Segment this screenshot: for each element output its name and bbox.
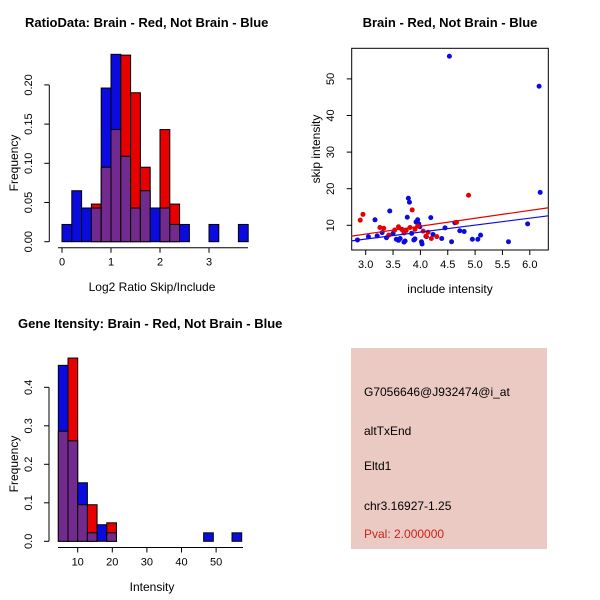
x-tick-label: 5.5 bbox=[494, 259, 511, 271]
hist-bar bbox=[82, 208, 92, 242]
hist-bar-overlap bbox=[140, 191, 150, 242]
scatter-point-not-brain bbox=[506, 239, 511, 244]
scatter-point-not-brain bbox=[457, 228, 462, 233]
y-tick-label: 40 bbox=[325, 109, 337, 122]
hist-bar-overlap bbox=[87, 533, 97, 541]
y-tick-label: 10 bbox=[325, 219, 337, 232]
y-tick-label: 0.20 bbox=[23, 74, 35, 96]
x-tick-label: 4.5 bbox=[440, 259, 456, 271]
scatter-point-not-brain bbox=[470, 237, 475, 242]
hist-bar-overlap bbox=[121, 156, 131, 241]
ratio-hist-title: RatioData: Brain - Red, Not Brain - Blue bbox=[25, 15, 269, 30]
hist-bar bbox=[209, 224, 219, 241]
hist-bar bbox=[232, 533, 242, 541]
scatter-point-brain bbox=[429, 236, 434, 241]
hist-bar-overlap bbox=[68, 441, 78, 541]
scatter-point-not-brain bbox=[387, 209, 392, 214]
x-tick-label: 5.0 bbox=[467, 259, 483, 271]
scatter-point-brain bbox=[381, 226, 386, 231]
scatter-point-not-brain bbox=[398, 236, 403, 241]
y-tick-label: 0.05 bbox=[23, 191, 35, 214]
x-tick-label: 0 bbox=[58, 256, 66, 269]
y-tick-label: 0.10 bbox=[23, 152, 35, 175]
hist-bar-overlap bbox=[160, 208, 170, 242]
x-tick-label: 2 bbox=[156, 256, 164, 269]
x-tick-label: 6.0 bbox=[522, 259, 538, 271]
hist-bar-overlap bbox=[58, 431, 68, 541]
x-tick-label: 4.0 bbox=[412, 259, 429, 271]
hist-bar-overlap bbox=[170, 224, 180, 241]
gene-hist-title: Gene Itensity: Brain - Red, Not Brain - Blue bbox=[18, 316, 283, 331]
x-tick-label: 3.5 bbox=[385, 259, 401, 271]
scatter-point-not-brain bbox=[407, 200, 412, 205]
scatter-point-brain bbox=[466, 193, 471, 198]
x-tick-label: 3 bbox=[205, 256, 213, 269]
x-tick-label: 40 bbox=[175, 556, 188, 569]
y-tick-label: 0.0 bbox=[23, 533, 35, 549]
scatter-point-not-brain bbox=[372, 217, 377, 222]
hist-bar bbox=[180, 224, 190, 241]
scatter-point-not-brain bbox=[447, 54, 452, 59]
x-tick-label: 1 bbox=[107, 256, 115, 269]
hist-bar bbox=[62, 224, 72, 241]
ratio-hist-ylabel: Frequency bbox=[7, 134, 21, 192]
x-tick-label: 30 bbox=[140, 556, 154, 569]
hist-bar-overlap bbox=[91, 208, 101, 242]
hist-bar bbox=[238, 224, 248, 241]
x-tick-label: 3.0 bbox=[358, 259, 374, 271]
scatter-point-not-brain bbox=[537, 84, 542, 89]
scatter-point-not-brain bbox=[449, 239, 454, 244]
scatter-point-not-brain bbox=[462, 229, 467, 234]
scatter-point-not-brain bbox=[412, 236, 417, 241]
x-tick-label: 50 bbox=[209, 556, 223, 569]
hist-bar-overlap bbox=[78, 505, 88, 542]
hist-bar-overlap bbox=[101, 167, 111, 241]
hist-bar-overlap bbox=[107, 533, 117, 541]
hist-bar-overlap bbox=[111, 130, 121, 242]
scatter-point-not-brain bbox=[420, 241, 425, 246]
scatter-point-not-brain bbox=[439, 236, 444, 241]
scatter-point-brain bbox=[434, 234, 439, 239]
info-probe-id: G7056646@J932474@i_at bbox=[364, 385, 510, 399]
scatter-point-brain bbox=[358, 218, 363, 223]
hist-bar bbox=[97, 525, 107, 542]
x-tick-label: 20 bbox=[106, 556, 119, 569]
info-pval: Pval: 2.000000 bbox=[364, 527, 445, 541]
hist-bar bbox=[72, 191, 82, 242]
y-tick-label: 0.1 bbox=[23, 495, 35, 511]
info-event-type: altTxEnd bbox=[364, 424, 412, 438]
scatter-point-brain bbox=[360, 212, 365, 217]
y-tick-label: 0.4 bbox=[23, 379, 35, 395]
hist-bar-overlap bbox=[131, 208, 141, 242]
scatter-point-not-brain bbox=[478, 233, 483, 238]
scatter-point-not-brain bbox=[403, 239, 408, 244]
ratio-hist-xlabel: Log2 Ratio Skip/Include bbox=[88, 280, 216, 294]
info-panel bbox=[351, 348, 547, 549]
gene-hist-xlabel: Intensity bbox=[129, 580, 175, 594]
hist-bar bbox=[150, 208, 160, 242]
scatter-ylabel: skip intensity bbox=[309, 114, 323, 184]
hist-bar bbox=[204, 533, 214, 541]
fit-line-brain bbox=[351, 208, 548, 236]
y-tick-label: 0.15 bbox=[23, 113, 35, 135]
y-tick-label: 30 bbox=[325, 145, 337, 159]
gene-hist-ylabel: Frequency bbox=[7, 435, 21, 493]
info-genomic-location: chr3.16927-1.25 bbox=[364, 499, 452, 513]
scatter-point-not-brain bbox=[525, 221, 530, 226]
scatter-point-not-brain bbox=[428, 215, 433, 220]
y-tick-label: 0.2 bbox=[23, 456, 35, 472]
y-tick-label: 50 bbox=[325, 72, 337, 86]
info-gene-symbol: Eltd1 bbox=[364, 459, 392, 473]
scatter-title: Brain - Red, Not Brain - Blue bbox=[362, 15, 538, 30]
scatter-point-not-brain bbox=[538, 190, 543, 195]
y-tick-label: 0.3 bbox=[23, 418, 35, 434]
scatter-point-not-brain bbox=[405, 215, 410, 220]
y-tick-label: 0.00 bbox=[23, 230, 35, 253]
x-tick-label: 10 bbox=[71, 556, 84, 569]
y-tick-label: 20 bbox=[325, 182, 337, 195]
scatter-xlabel: include intensity bbox=[407, 282, 493, 296]
scatter-point-brain bbox=[410, 207, 415, 212]
